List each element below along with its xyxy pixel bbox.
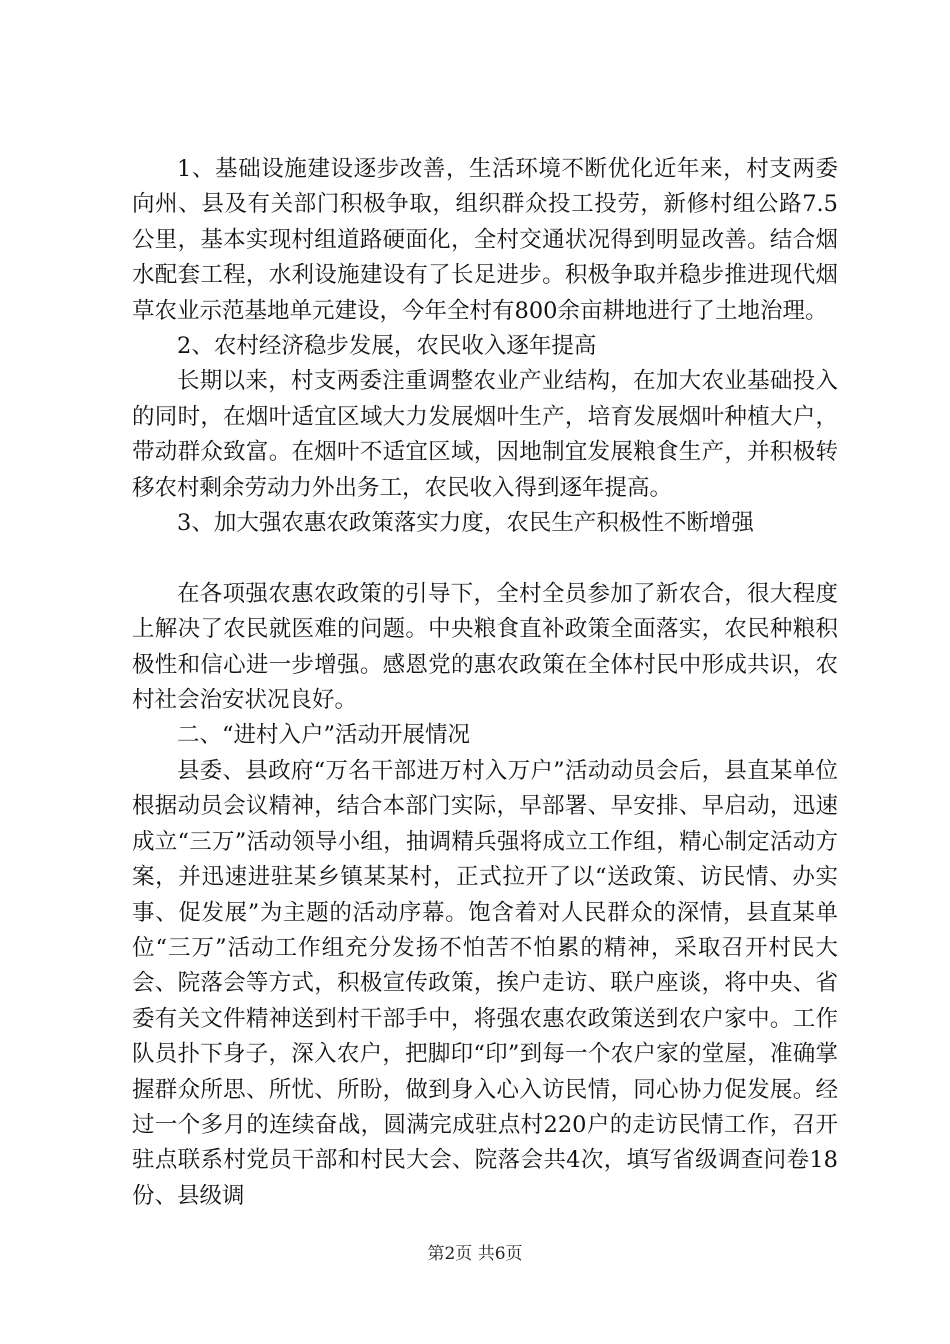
paragraph-rural-economy: 长期以来，村支两委注重调整农业产业结构，在加大农业基础投入的同时，在烟叶适宜区域大力发展烟叶生产，培育发展烟叶种植大户，带动群众致富。在烟叶不适宜区域，因地制宜发展粮食生产，并积极转移农村剩余劳动力外出务工，农民收入得到逐年提高。 xyxy=(132,368,838,501)
paragraph-village-activity: 县委、县政府“万名干部进万村入万户”活动动员会后，县直某单位根据动员会议精神，结合本部门实际，早部署、早安排、早启动，迅速成立“三万”活动领导小组，抽调精兵强将成立工作组，精心制定活动方案，并迅速进驻某乡镇某某村，正式拉开了以“送政策、访民情、办实事、促发展”为主题的活动序幕。饱含着对人民群众的深情，县直某单位“三万”活动工作组充分发扬不怕苦不怕累的精神，采取召开村民大会、院落会等方式，积极宣传政策，挨户走访、联户座谈，将中央、省委有关文件精神送到村干部手中，将强农惠农政策送到农户家中。工作队员扑下身子，深入农户，把脚印“印”到每一个农户家的堂屋，准确掌握群众所思、所忧、所盼，做到身入心入访民情，同心协力促发展。经过一个多月的连续奋战，圆满完成驻点村220户的走访民情工作，召开驻点联系村党员干部和村民大会、院落会共4次，填写省级调查问卷18份、县级调 xyxy=(132,757,838,1209)
document-body xyxy=(132,152,838,1214)
heading-village-activity: 二、“进村入户”活动开展情况 xyxy=(177,722,471,749)
heading-rural-economy: 2、农村经济稳步发展，农民收入逐年提高 xyxy=(177,333,597,360)
blank-line xyxy=(132,541,838,576)
paragraph-agri-policy: 在各项强农惠农政策的引导下，全村全员参加了新农合，很大程度上解决了农民就医难的问题。中央粮食直补政策全面落实，农民种粮积极性和信心进一步增强。感恩党的惠农政策在全体村民中形成共识，农村社会治安状况良好。 xyxy=(132,580,838,714)
heading-agri-policy: 3、加大强农惠农政策落实力度，农民生产积极性不断增强 xyxy=(177,510,754,537)
paragraph-infrastructure: 1、基础设施建设逐步改善，生活环境不断优化近年来，村支两委向州、县及有关部门积极争取，组织群众投工投劳，新修村组公路7.5公里，基本实现村组道路硬面化，全村交通状况得到明显改善。结合烟水配套工程，水利设施建设有了长足进步。积极争取并稳步推进现代烟草农业示范基地单元建设，今年全村有800余亩耕地进行了土地治理。 xyxy=(132,156,838,324)
page-number-footer: 第2页 共6页 xyxy=(427,1244,523,1264)
